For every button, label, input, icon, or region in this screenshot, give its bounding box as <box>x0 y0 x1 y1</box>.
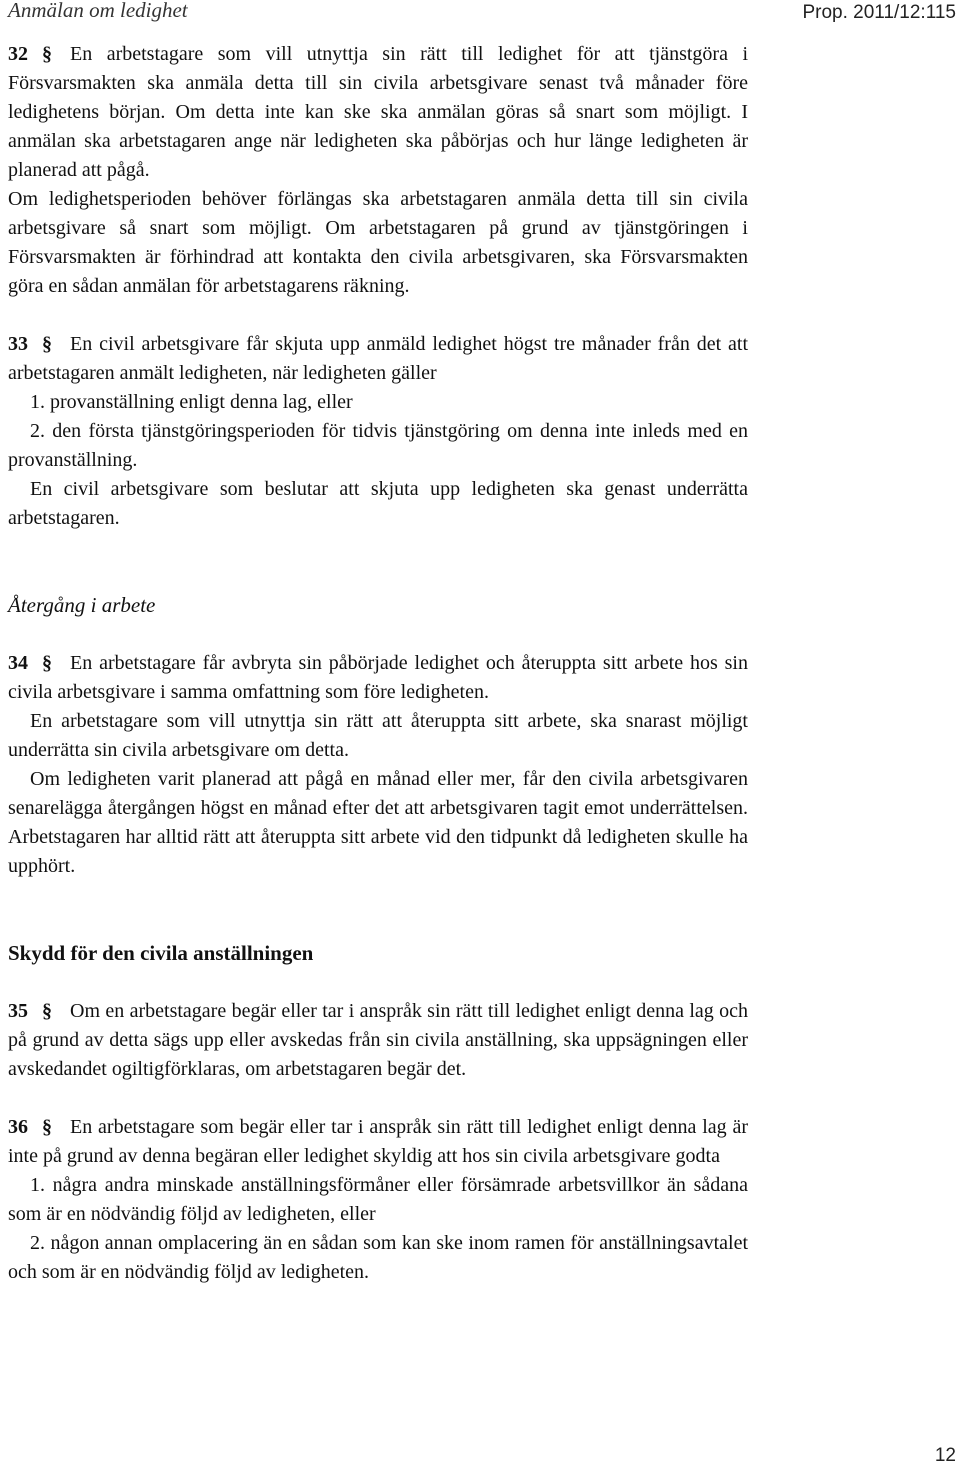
section-33-paragraph-2: En civil arbetsgivare som beslutar att skjuta upp ledigheten ska genast underrätta arbetstagaren. <box>8 478 748 529</box>
section-33-text-1: En civil arbetsgivare får skjuta upp anmäld ledighet högst tre månader från det att arbetstagaren anmält ledigheten, när ledigheten gäller <box>8 333 748 384</box>
section-symbol-icon: § <box>42 43 52 65</box>
section-34-paragraph-2: En arbetstagare som vill utnyttja sin rätt att återuppta sitt arbete, ska snarast möjligt underrätta sin civila arbetsgivare om detta. <box>8 710 748 761</box>
section-symbol-icon: § <box>42 1000 52 1022</box>
section-34-paragraph-3: Om ledigheten varit planerad att pågå en månad eller mer, får den civila arbetsgivaren senarelägga återgången högst en månad efter det att arbetsgivaren tagit emot underrättelsen. Arbetstagaren har alltid rätt att återuppta sitt arbete vid den tidpunkt då ledigheten skulle ha upphört. <box>8 768 748 877</box>
section-symbol-icon: § <box>42 1116 52 1138</box>
section-33-list-item-1: 1. provanställning enligt denna lag, eller <box>30 391 353 413</box>
section-36-text-1: En arbetstagare som begär eller tar i anspråk sin rätt till ledighet enligt denna lag är inte på grund av denna begäran eller ledighet skyldig att hos sin civila arbetsgivare godta <box>8 1116 748 1167</box>
proposition-reference: Prop. 2011/12:115 <box>802 2 956 23</box>
section-36-paragraph-1 <box>8 1113 748 1171</box>
section-34-number: 34 <box>8 652 28 674</box>
section-32-paragraph-2: Om ledighetsperioden behöver förlängas ska arbetstagaren anmäla detta till sin civila arbetsgivare så snart som möjligt. Om arbetstagaren på grund av tjänstgöringen i Försvarsmakten är förhindrad att kontakta den civila arbetsgivaren, ska Försvarsmakten göra en sådan anmälan för arbetstagarens räkning. <box>8 188 748 297</box>
section-symbol-icon: § <box>42 652 52 674</box>
section-33-paragraph-1 <box>8 330 748 388</box>
section-34-text-1: En arbetstagare får avbryta sin påbörjade ledighet och återuppta sitt arbete hos sin civila arbetsgivare i samma omfattning som före ledigheten. <box>8 652 748 703</box>
page-number: 12 <box>934 1445 956 1466</box>
section-35-paragraph-1 <box>8 997 748 1084</box>
section-32-number: 32 <box>8 43 28 65</box>
subheading-return-to-work: Återgång i arbete <box>8 593 156 617</box>
section-symbol-icon: § <box>42 333 52 355</box>
section-33-list-item-2: 2. den första tjänstgöringsperioden för tidvis tjänstgöring om denna inte inleds med en provanställning. <box>8 420 748 471</box>
section-33-number: 33 <box>8 333 28 355</box>
section-32-paragraph-1 <box>8 40 748 185</box>
running-head: Anmälan om ledighet <box>8 0 188 22</box>
section-36-number: 36 <box>8 1116 28 1138</box>
section-36-list-item-2: 2. någon annan omplacering än en sådan som kan ske inom ramen för anställningsavtalet och som är en nödvändig följd av ledigheten. <box>8 1232 748 1283</box>
section-35-number: 35 <box>8 1000 28 1022</box>
section-34-paragraph-1 <box>8 649 748 707</box>
section-35-text-1: Om en arbetstagare begär eller tar i anspråk sin rätt till ledighet enligt denna lag och på grund av detta sägs upp eller avskedas från sin civila anställning, ska uppsägningen eller avskedandet ogiltigförklaras, om arbetstagaren begär det. <box>8 1000 748 1080</box>
section-36-list-item-1: 1. några andra minskade anställningsförmåner eller försämrade arbetsvillkor än sådana som är en nödvändig följd av ledigheten, eller <box>8 1174 748 1225</box>
section-32-text-1: En arbetstagare som vill utnyttja sin rätt till ledighet för att tjänstgöra i Försvarsmakten ska anmäla detta till sin civila arbetsgivare senast två månader före ledighetens början. Om detta inte kan ske ska anmälan göras så snart som möjligt. I anmälan ska arbetstagaren ange när ledigheten ska påbörjas och hur länge ledigheten är planerad att pågå. <box>8 43 748 181</box>
document-body <box>8 40 748 1287</box>
subheading-civil-employment-protection: Skydd för den civila anställningen <box>8 941 314 965</box>
